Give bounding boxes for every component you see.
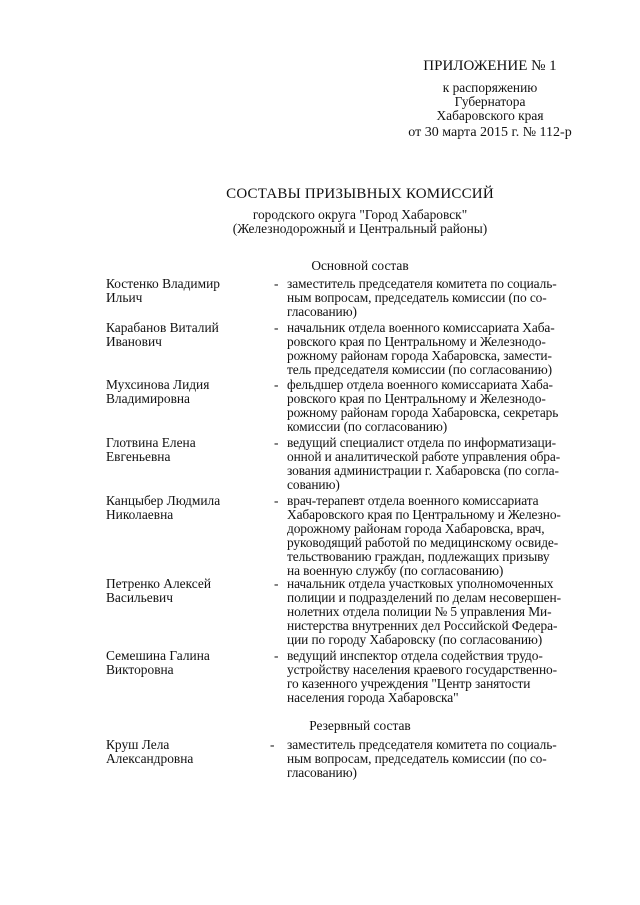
- member-name: Круш Лела Александровна: [106, 737, 194, 766]
- member-role: заместитель председателя комитета по социаль- ным вопросам, председатель комиссии (по со- гласованию): [287, 276, 557, 319]
- appendix-line: к распоряжению: [442, 80, 538, 95]
- member-name: Глотвина Елена Евгеньевна: [106, 435, 196, 464]
- member-role: ведущий специалист отдела по информатизаци- онной и аналитической работе управления обра- зования администрации г. Хабаровска (по согла- сованию): [287, 435, 561, 492]
- member-name: Семешина Галина Викторовна: [106, 648, 210, 677]
- member-role: начальник отдела участковых уполномоченных полиции и подразделений по делам несовершен- нолетних отдела полиции № 5 управления Ми- нистерства внутренних дел Российской Федера- ции по городу Хабаровску (по согласованию): [287, 576, 561, 647]
- dash-separator: -: [274, 276, 279, 291]
- member-role: врач-терапевт отдела военного комиссариата Хабаровского края по Центральному и Железно- дорожному районам города Хабаровска, врач, руководящий работой по медицинскому освиде- тельствованию граждан, подлежащих призыву на военную службу (по согласованию): [287, 493, 561, 578]
- appendix-line: Губернатора: [454, 94, 526, 109]
- member-name: Петренко Алексей Васильевич: [106, 576, 211, 605]
- member-role: фельдшер отдела военного комиссариата Хаба- ровского края по Центральному и Железнодо- рожному районам города Хабаровска, секретарь комиссии (по согласованию): [287, 377, 559, 434]
- section-heading-reserve: Резервный состав: [309, 718, 411, 733]
- member-name: Карабанов Виталий Иванович: [106, 320, 219, 349]
- dash-separator: -: [274, 493, 279, 508]
- member-name: Мухсинова Лидия Владимировна: [106, 377, 210, 406]
- member-role: начальник отдела военного комиссариата Хаба- ровского края по Центральному и Железнодо- рожному районам города Хабаровска, замести- тель председателя комиссии (по согласованию): [287, 320, 555, 377]
- member-role: ведущий инспектор отдела содействия трудо- устройству населения краевого государственно- го казенного учреждения "Центр занятости населения города Хабаровска": [287, 648, 557, 705]
- dash-separator: -: [274, 576, 279, 591]
- appendix-line: Хабаровского края: [436, 108, 544, 123]
- member-role: заместитель председателя комитета по социаль- ным вопросам, председатель комиссии (по со- гласованию): [287, 737, 557, 780]
- dash-separator: -: [270, 737, 275, 752]
- document-subtitle: городского округа "Город Хабаровск": [252, 207, 468, 222]
- appendix-title: ПРИЛОЖЕНИЕ № 1: [423, 58, 557, 74]
- document-title: СОСТАВЫ ПРИЗЫВНЫХ КОМИССИЙ: [226, 186, 494, 202]
- section-heading-main: Основной состав: [311, 258, 409, 273]
- dash-separator: -: [274, 435, 279, 450]
- dash-separator: -: [274, 648, 279, 663]
- appendix-date-line: от 30 марта 2015 г. № 112-р: [408, 125, 572, 140]
- member-name: Канцыбер Людмила Николаевна: [106, 493, 221, 522]
- dash-separator: -: [274, 377, 279, 392]
- dash-separator: -: [274, 320, 279, 335]
- document-subtitle: (Железнодорожный и Центральный районы): [232, 221, 488, 236]
- member-name: Костенко Владимир Ильич: [106, 276, 220, 305]
